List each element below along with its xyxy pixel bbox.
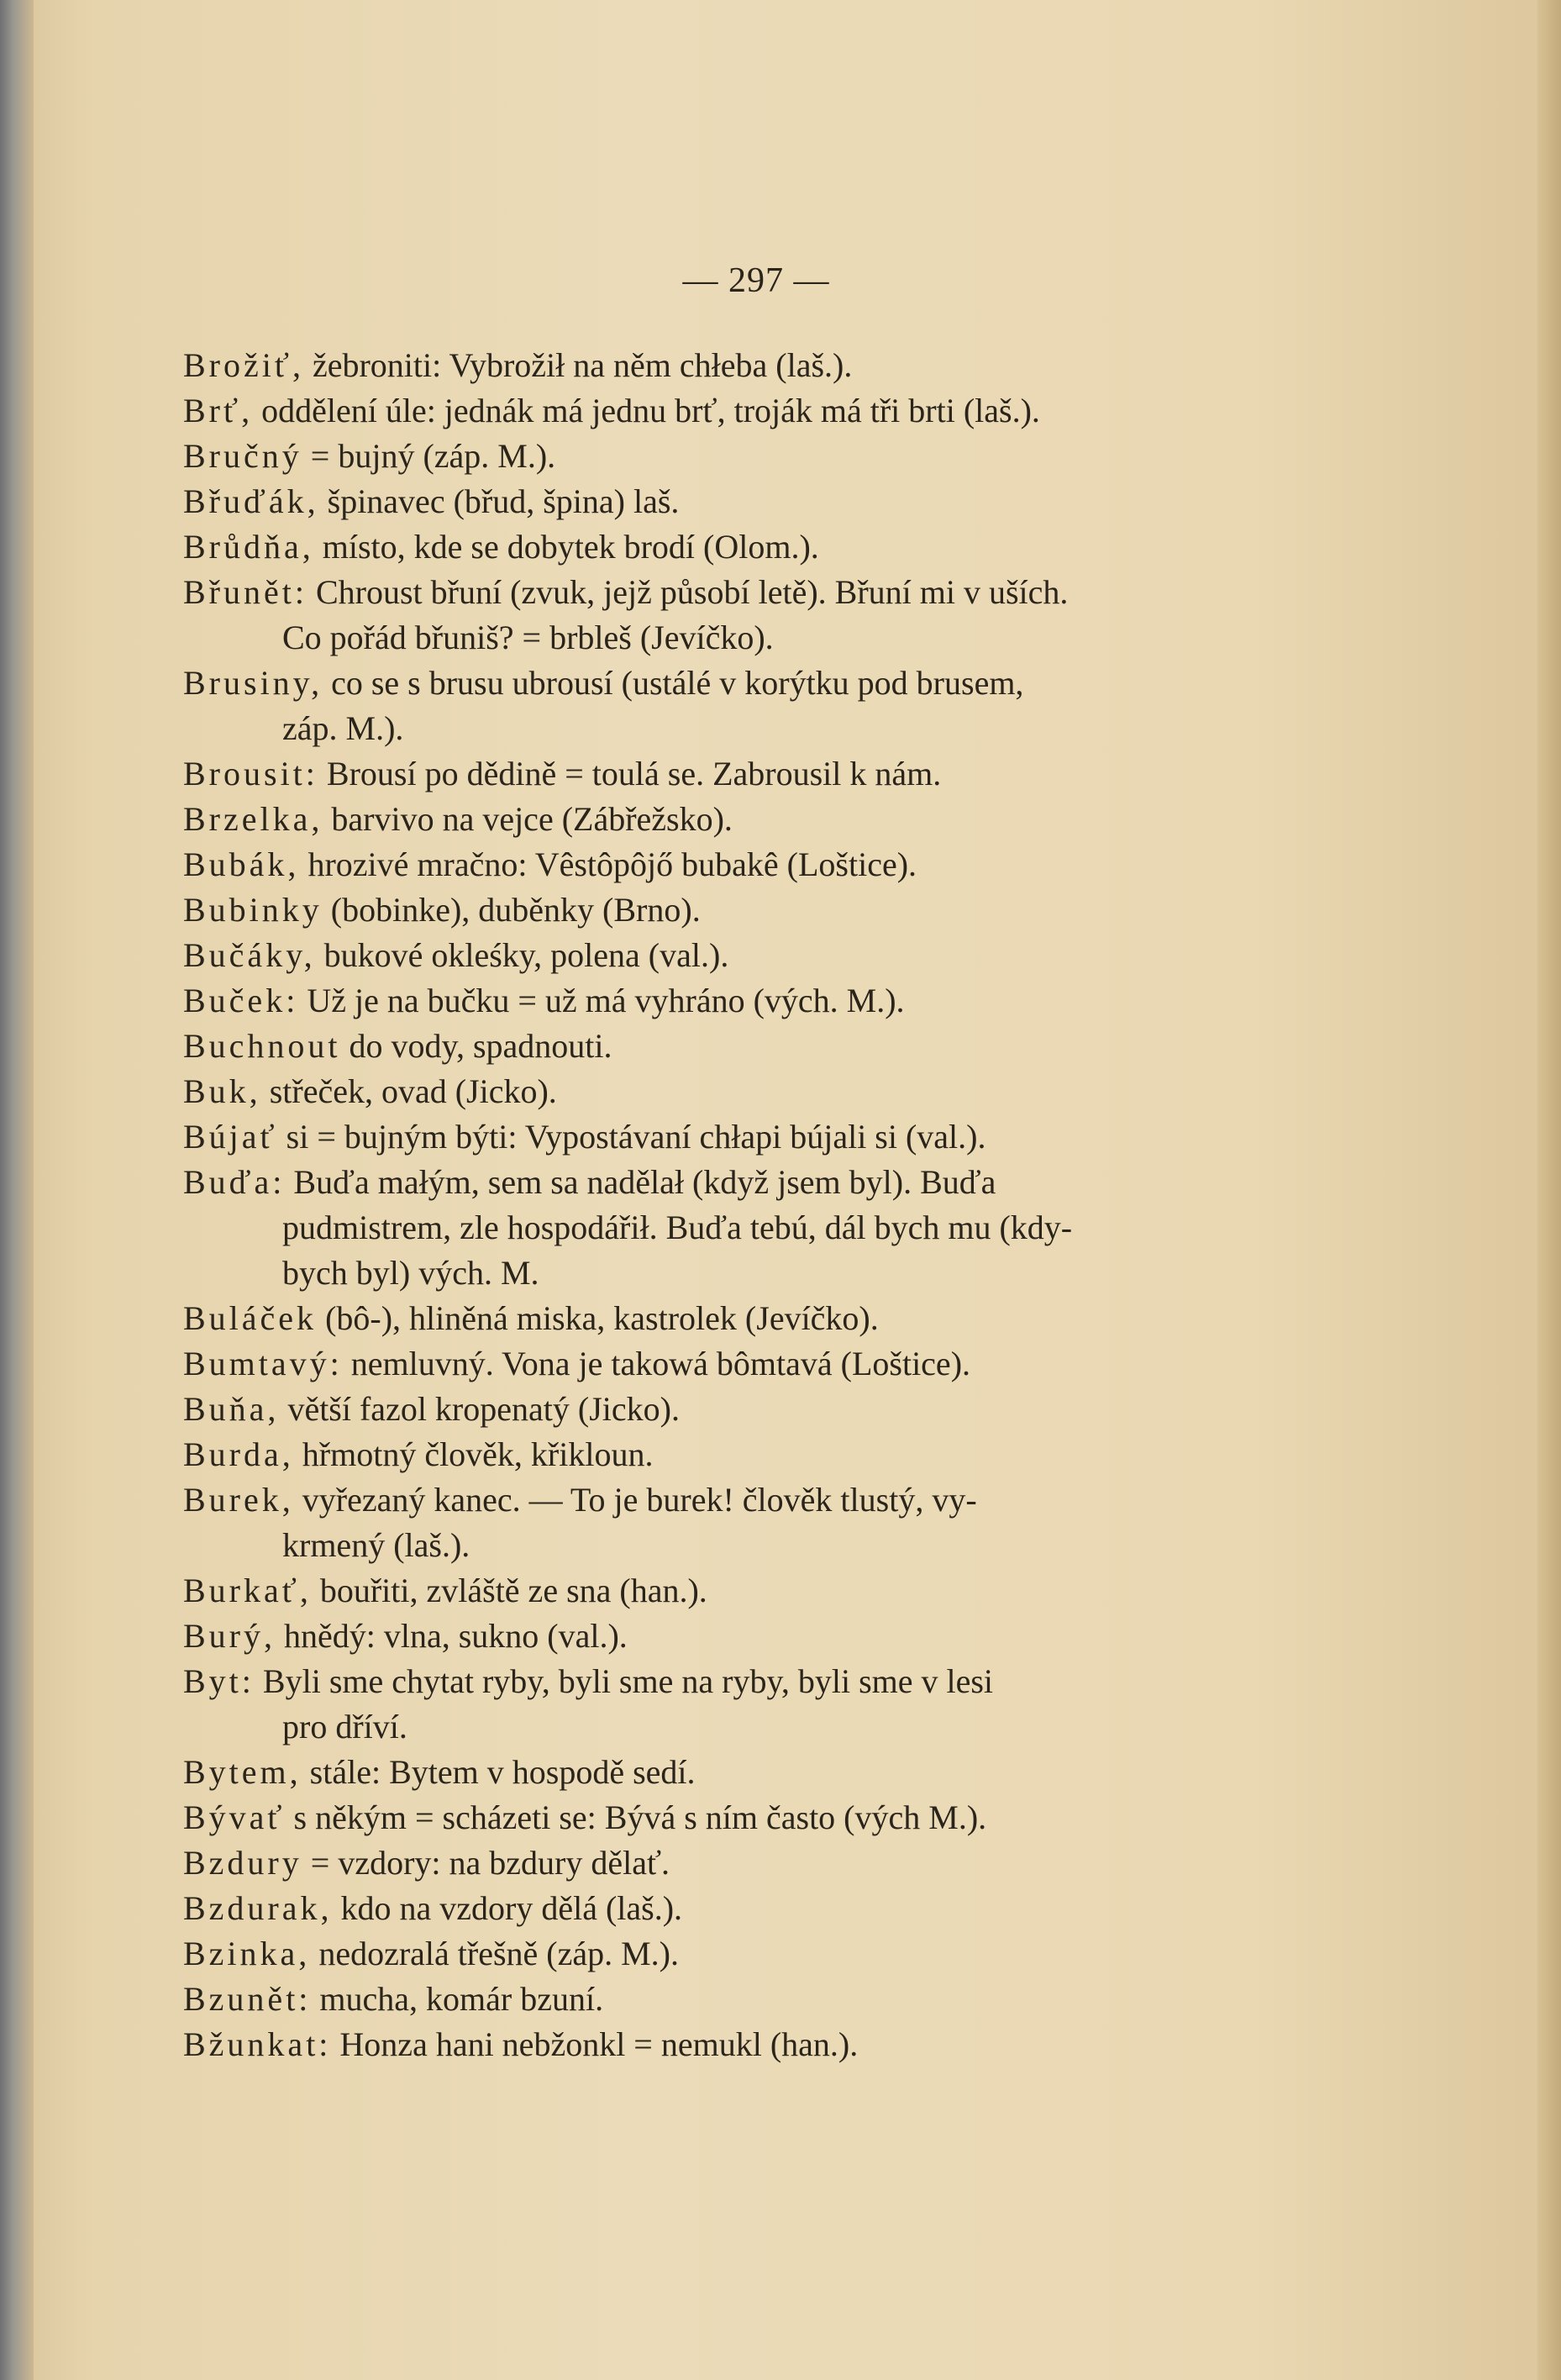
entry-headword: Bzdury xyxy=(183,1844,302,1882)
entry-headword: Bžunkat: xyxy=(183,2025,332,2063)
entry-definition: (bô-), hliněná miska, kastrolek (Jevíčko). xyxy=(325,1299,879,1337)
dictionary-entry xyxy=(183,842,1284,887)
dictionary-entry xyxy=(183,1432,1284,1477)
dictionary-entry xyxy=(183,1614,1284,1659)
dictionary-entry xyxy=(183,1477,1284,1568)
dictionary-entry xyxy=(183,388,1284,434)
entry-definition: místo, kde se dobytek brodí (Olom.). xyxy=(322,528,819,566)
entry-definition: co se s brusu ubrousí (ustálé v korýtku pod brusem, xyxy=(331,664,1024,702)
entry-definition: kdo na vzdory dělá (laš.). xyxy=(340,1889,683,1927)
entry-headword: Burkať, xyxy=(183,1572,312,1609)
entry-definition: Brousí po dědině = toulá se. Zabrousil k nám. xyxy=(326,755,942,792)
entry-headword: Brusiny, xyxy=(183,664,323,702)
dictionary-entry xyxy=(183,343,1284,388)
entry-headword: Buchnout xyxy=(183,1027,341,1065)
dictionary-entry xyxy=(183,661,1284,751)
binding-shadow xyxy=(0,0,34,2380)
entry-definition: hrozivé mračno: Vêstôpôjő bubakê (Loštice). xyxy=(307,845,917,883)
entry-continuation: pro dříví. xyxy=(282,1708,407,1746)
dictionary-entry xyxy=(183,933,1284,978)
entry-headword: Bumtavý: xyxy=(183,1345,343,1382)
entry-headword: Buk, xyxy=(183,1072,261,1110)
dictionary-entry xyxy=(183,1795,1284,1840)
entry-definition: Buďa małým, sem sa nadělał (když jsem byl). Buďa xyxy=(293,1163,996,1201)
dictionary-entry xyxy=(183,887,1284,933)
entry-continuation: krmený (laš.). xyxy=(282,1526,470,1564)
entry-headword: Bzdurak, xyxy=(183,1889,333,1927)
entry-headword: Buček: xyxy=(183,982,299,1019)
dictionary-entry xyxy=(183,1114,1284,1160)
dictionary-entry xyxy=(183,570,1284,661)
entry-definition: střeček, ovad (Jicko). xyxy=(269,1072,557,1110)
entry-headword: Buňa, xyxy=(183,1390,280,1428)
entry-definition: Už je na bučku = už má vyhráno (vých. M.). xyxy=(307,982,905,1019)
dictionary-entry xyxy=(183,978,1284,1024)
entry-headword: Brůdňa, xyxy=(183,528,314,566)
entry-definition: mucha, komár bzuní. xyxy=(319,1980,604,2018)
entry-definition: bouřiti, zvláště ze sna (han.). xyxy=(319,1572,707,1609)
entry-definition: oddělení úle: jednák má jednu brť, troják má tři brti (laš.). xyxy=(261,392,1040,429)
entry-definition: nemluvný. Vona je takowá bômtavá (Loštice). xyxy=(350,1345,971,1382)
page-number: — 297 — xyxy=(682,261,830,300)
dictionary-entry xyxy=(183,1341,1284,1387)
entry-headword: Bújať xyxy=(183,1118,278,1156)
dictionary-entry xyxy=(183,1840,1284,1886)
entry-continuation: záp. M.). xyxy=(282,709,404,747)
entry-definition: si = bujným býti: Vypostávaní chłapi bújali si (val.). xyxy=(286,1118,986,1156)
entry-headword: Buďa: xyxy=(183,1163,286,1201)
entry-definition: hřmotný člověk, křikloun. xyxy=(302,1435,654,1473)
entry-headword: Bubinky xyxy=(183,891,323,929)
entry-headword: Burek, xyxy=(183,1481,294,1519)
entry-headword: Bručný xyxy=(183,437,302,475)
dictionary-entry xyxy=(183,1160,1284,1296)
entry-definition: bukové okleśky, polena (val.). xyxy=(323,936,729,974)
dictionary-entry xyxy=(183,751,1284,797)
entry-headword: Brzelka, xyxy=(183,800,323,838)
page-edge xyxy=(1537,0,1561,2380)
dictionary-entry xyxy=(183,1296,1284,1341)
entry-continuation: Co pořád břuniš? = brbleš (Jevíčko). xyxy=(282,619,774,656)
entry-definition: hnědý: vlna, sukno (val.). xyxy=(284,1617,628,1655)
dictionary-entry xyxy=(183,524,1284,570)
entry-definition: (bobinke), duběnky (Brno). xyxy=(330,891,701,929)
entry-definition: Chroust břuní (zvuk, jejž působí letě). Břuní mi v uších. xyxy=(315,573,1069,611)
entry-headword: Bytem, xyxy=(183,1753,302,1791)
entry-definition: do vody, spadnouti. xyxy=(349,1027,612,1065)
dictionary-entry xyxy=(183,1750,1284,1795)
dictionary-entry xyxy=(183,434,1284,479)
dictionary-entry xyxy=(183,479,1284,524)
dictionary-entry xyxy=(183,1069,1284,1114)
entry-headword: Burý, xyxy=(183,1617,276,1655)
entry-headword: Bzinka, xyxy=(183,1935,311,1972)
entry-headword: Byt: xyxy=(183,1662,255,1700)
dictionary-entry xyxy=(183,2022,1284,2067)
entry-continuation: bych byl) vých. M. xyxy=(282,1254,539,1292)
entry-definition: = bujný (záp. M.). xyxy=(310,437,556,475)
dictionary-entry xyxy=(183,1977,1284,2022)
entry-definition: Honza hani nebžonkl = nemukl (han.). xyxy=(339,2025,859,2063)
entry-headword: Brť, xyxy=(183,392,254,429)
entry-definition: špinavec (břud, špina) laš. xyxy=(327,482,680,520)
dictionary-entry xyxy=(183,1387,1284,1432)
entry-definition: s někým = scházeti se: Bývá s ním často (vých M.). xyxy=(293,1798,987,1836)
dictionary-entry xyxy=(183,1659,1284,1750)
entry-headword: Brousit: xyxy=(183,755,318,792)
entry-definition: stále: Bytem v hospodě sedí. xyxy=(309,1753,696,1791)
entry-definition: barvivo na vejce (Zábřežsko). xyxy=(331,800,733,838)
entry-headword: Bzunět: xyxy=(183,1980,312,2018)
entry-headword: Bučáky, xyxy=(183,936,316,974)
dictionary-entry xyxy=(183,1024,1284,1069)
dictionary-entry xyxy=(183,1886,1284,1931)
entry-definition: = vzdory: na bzdury dělať. xyxy=(310,1844,670,1882)
dictionary-entry xyxy=(183,797,1284,842)
entry-definition: větší fazol kropenatý (Jicko). xyxy=(287,1390,680,1428)
entry-headword: Buláček xyxy=(183,1299,318,1337)
entry-definition: žebroniti: Vybrožił na něm chłeba (laš.). xyxy=(312,346,853,384)
entry-definition: Byli sme chytat ryby, byli sme na ryby, byli sme v lesi xyxy=(262,1662,994,1700)
entry-headword: Břunět: xyxy=(183,573,307,611)
dictionary-entries xyxy=(183,343,1284,2067)
entry-headword: Brožiť, xyxy=(183,346,304,384)
dictionary-entry xyxy=(183,1931,1284,1977)
entry-headword: Bývať xyxy=(183,1798,286,1836)
entry-continuation: pudmistrem, zle hospodářił. Buďa tebú, dál bych mu (kdy- xyxy=(282,1208,1073,1246)
entry-headword: Břuďák, xyxy=(183,482,319,520)
entry-definition: nedozralá třešně (záp. M.). xyxy=(318,1935,679,1972)
dictionary-entry xyxy=(183,1568,1284,1614)
entry-headword: Burda, xyxy=(183,1435,294,1473)
entry-definition: vyřezaný kanec. — To je burek! člověk tlustý, vy- xyxy=(302,1481,977,1519)
entry-headword: Bubák, xyxy=(183,845,300,883)
